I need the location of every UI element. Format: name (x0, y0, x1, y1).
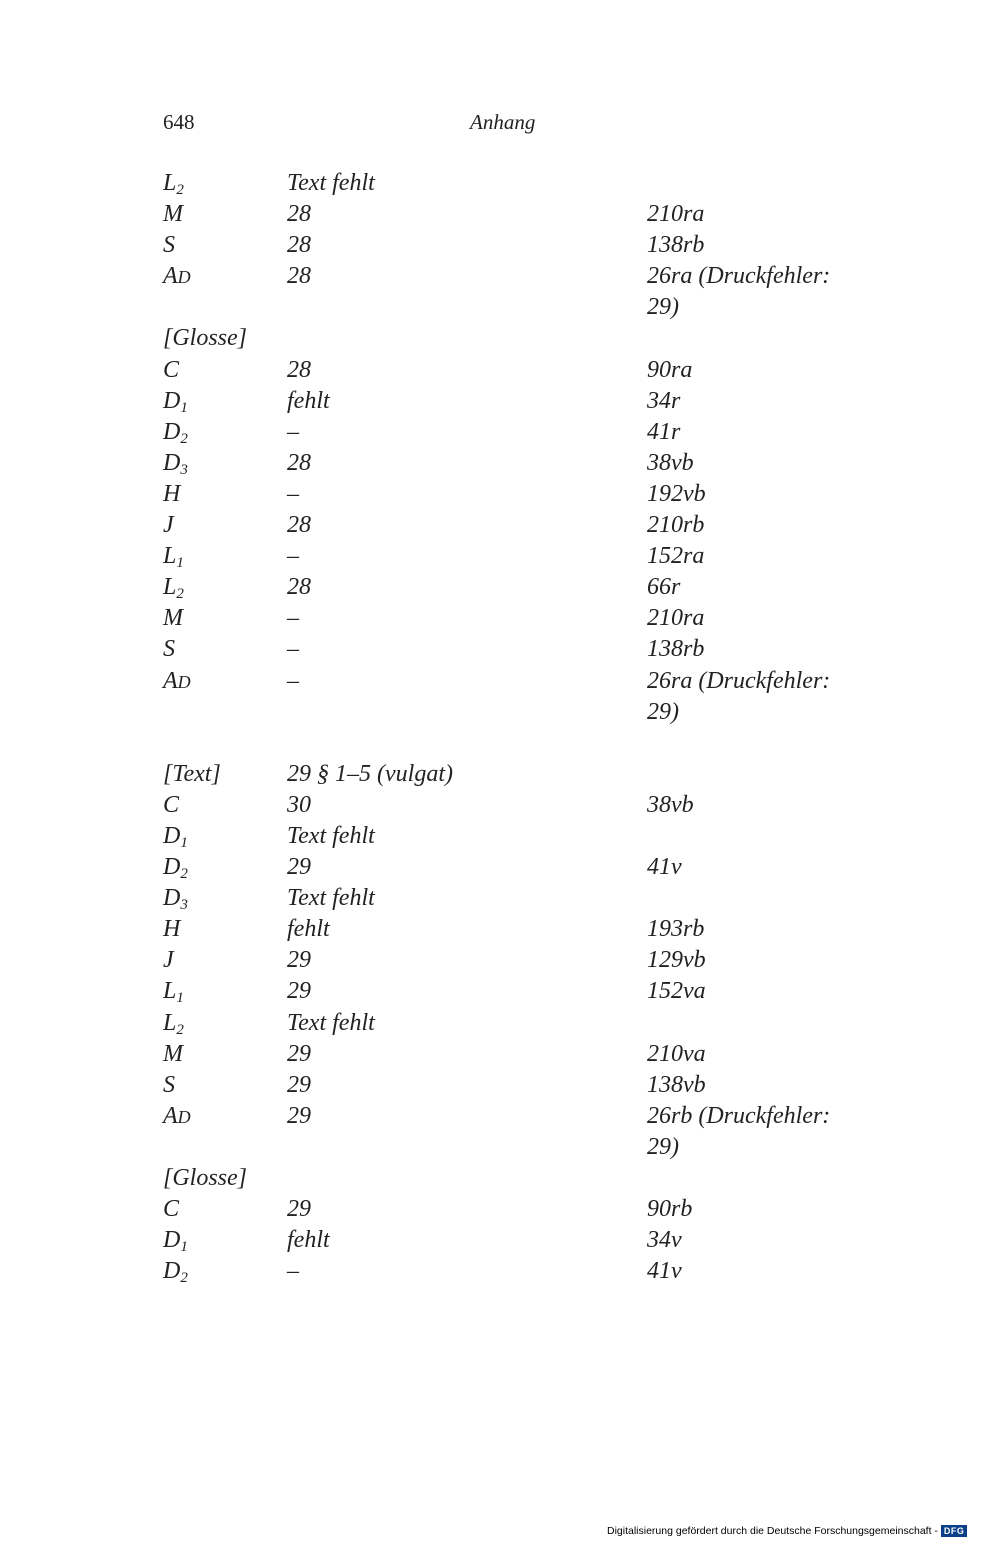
table-row (163, 883, 883, 914)
siglum: D (163, 449, 181, 476)
siglum: C (163, 1196, 180, 1223)
folio-cell: 152ra (647, 543, 705, 570)
chapter-cell: 29 § 1–5 (vulgat) (287, 760, 453, 787)
table-row (163, 479, 883, 510)
siglum-cell (163, 448, 188, 479)
siglum-subscript: 1 (176, 990, 184, 1007)
table-row (163, 666, 883, 697)
table-row (163, 292, 883, 323)
siglum-cell (163, 355, 179, 386)
siglum: D (163, 418, 181, 445)
chapter-cell: 29 (287, 1196, 311, 1223)
siglum: S (163, 1071, 175, 1098)
siglum-subscript: 1 (180, 399, 188, 416)
siglum-subscript: 2 (176, 182, 184, 198)
siglum: M (163, 605, 183, 632)
chapter-cell: Text fehlt (287, 170, 375, 196)
chapter-cell: 29 (287, 978, 311, 1005)
chapter-cell: 28 (287, 201, 311, 228)
table-row (163, 510, 883, 541)
siglum: H (163, 480, 181, 507)
folio-cell: 26rb (Druckfehler: (647, 1102, 831, 1129)
siglum: J (163, 947, 174, 974)
siglum: L (163, 1009, 177, 1036)
folio-cell: 26ra (Druckfehler: (647, 667, 831, 694)
siglum: D (163, 1227, 181, 1254)
folio-cell: 138vb (647, 1071, 706, 1098)
siglum-small-cap: D (177, 267, 191, 288)
chapter-cell: Text fehlt (287, 822, 375, 849)
folio-cell: 41v (647, 854, 682, 881)
folio-cell: 26ra (Druckfehler: (647, 263, 831, 290)
table-row (163, 323, 883, 354)
table-row (163, 168, 883, 199)
folio-cell: 138rb (647, 636, 705, 663)
table-row (163, 1256, 883, 1287)
manuscript-concordance-table (163, 168, 883, 1287)
siglum: D (163, 822, 181, 849)
chapter-cell: 29 (287, 1071, 311, 1098)
siglum: C (163, 791, 180, 818)
chapter-cell: – (287, 418, 299, 445)
chapter-cell: 29 (287, 1040, 311, 1067)
chapter-cell: 28 (287, 263, 311, 290)
chapter-cell: – (287, 605, 299, 632)
table-row (163, 1132, 883, 1163)
siglum: [Glosse] (163, 325, 248, 352)
folio-cell: 192vb (647, 480, 706, 507)
siglum-subscript: 1 (180, 1239, 188, 1256)
dfg-logo: DFG (941, 1525, 968, 1537)
siglum: C (163, 356, 180, 383)
siglum: J (163, 512, 174, 539)
siglum: A (163, 667, 178, 694)
folio-cell: 193rb (647, 916, 705, 943)
folio-cell: 41v (647, 1258, 682, 1285)
table-row (163, 1008, 883, 1039)
table-row (163, 355, 883, 386)
siglum: M (163, 1040, 183, 1067)
siglum-cell (163, 1256, 188, 1287)
table-row (163, 697, 883, 728)
chapter-cell: – (287, 1258, 299, 1285)
chapter-cell: 28 (287, 574, 311, 601)
siglum-subscript: 3 (180, 461, 188, 478)
table-row (163, 790, 883, 821)
siglum: A (163, 263, 178, 290)
folio-cell: 210ra (647, 201, 705, 228)
siglum-cell (163, 1008, 184, 1039)
siglum-cell (163, 417, 188, 448)
table-row (163, 199, 883, 230)
folio-cell: 210va (647, 1040, 706, 1067)
folio-cell: 38vb (647, 791, 694, 818)
table-row (163, 1070, 883, 1101)
folio-cell: 210ra (647, 605, 705, 632)
siglum: L (163, 543, 177, 570)
digitization-footer (607, 1524, 967, 1538)
table-row (163, 914, 883, 945)
folio-cell: 29) (647, 294, 679, 321)
chapter-cell: Text fehlt (287, 1009, 375, 1036)
siglum-cell (163, 479, 180, 510)
chapter-cell: 28 (287, 232, 311, 259)
table-row (163, 230, 883, 261)
siglum-cell (163, 1101, 191, 1133)
siglum-small-cap: D (177, 671, 191, 692)
table-row (163, 945, 883, 976)
siglum-cell (163, 1225, 188, 1256)
table-row (163, 759, 883, 790)
chapter-cell: fehlt (287, 916, 330, 943)
siglum: D (163, 885, 181, 912)
siglum-cell (163, 230, 175, 261)
siglum-subscript: 2 (180, 430, 188, 447)
chapter-cell: 29 (287, 947, 311, 974)
siglum-cell (163, 572, 184, 603)
siglum-subscript: 1 (180, 834, 188, 851)
folio-cell: 41r (647, 418, 681, 445)
table-row (163, 1101, 883, 1132)
chapter-cell: – (287, 636, 299, 663)
siglum: D (163, 854, 181, 881)
siglum-cell (163, 510, 174, 541)
folio-cell: 34r (647, 387, 681, 414)
chapter-cell: – (287, 543, 299, 570)
folio-cell: 90ra (647, 356, 693, 383)
siglum-cell (163, 759, 221, 790)
siglum-subscript: 2 (176, 586, 184, 603)
siglum-cell (163, 666, 191, 698)
table-row (163, 634, 883, 665)
siglum: A (163, 1102, 178, 1129)
siglum: M (163, 201, 183, 228)
chapter-cell: 28 (287, 449, 311, 476)
chapter-cell: fehlt (287, 387, 330, 414)
siglum-cell (163, 541, 184, 572)
siglum-cell (163, 790, 179, 821)
siglum-cell (163, 852, 188, 883)
folio-cell: 129vb (647, 947, 706, 974)
chapter-cell: 28 (287, 356, 311, 383)
folio-cell: 138rb (647, 232, 705, 259)
chapter-cell: 29 (287, 1102, 311, 1129)
siglum: L (163, 170, 177, 196)
table-row (163, 448, 883, 479)
table-row (163, 1225, 883, 1256)
folio-cell: 210rb (647, 512, 705, 539)
table-row (163, 572, 883, 603)
folio-cell: 152va (647, 978, 706, 1005)
siglum-subscript: 2 (180, 866, 188, 883)
siglum-cell (163, 199, 183, 230)
chapter-cell: – (287, 667, 299, 694)
siglum-small-cap: D (177, 1106, 191, 1127)
table-row (163, 386, 883, 417)
table-row (163, 852, 883, 883)
folio-cell: 29) (647, 698, 679, 725)
siglum-cell (163, 883, 188, 914)
siglum: [Text] (163, 760, 221, 787)
siglum-cell (163, 1070, 175, 1101)
folio-cell: 38vb (647, 449, 694, 476)
siglum-cell (163, 914, 180, 945)
chapter-cell: Text fehlt (287, 885, 375, 912)
siglum-cell (163, 1194, 179, 1225)
siglum-cell (163, 1163, 247, 1194)
siglum-cell (163, 261, 191, 293)
chapter-cell: 30 (287, 791, 311, 818)
siglum-subscript: 1 (176, 555, 184, 572)
siglum-cell (163, 945, 174, 976)
table-row (163, 603, 883, 634)
siglum-subscript: 2 (180, 1270, 188, 1287)
chapter-cell: fehlt (287, 1227, 330, 1254)
siglum-cell (163, 634, 175, 665)
siglum: L (163, 574, 177, 601)
table-row (163, 261, 883, 292)
table-row (163, 1194, 883, 1225)
siglum-cell (163, 821, 188, 852)
siglum-cell (163, 386, 188, 417)
folio-cell: 34v (647, 1227, 682, 1254)
chapter-cell: – (287, 480, 299, 507)
siglum: H (163, 916, 181, 943)
chapter-cell: 28 (287, 512, 311, 539)
page-number: 648 (163, 110, 195, 134)
table-row (163, 541, 883, 572)
running-head: Anhang (470, 110, 536, 134)
siglum: D (163, 387, 181, 414)
siglum: [Glosse] (163, 1165, 248, 1191)
siglum: L (163, 978, 177, 1005)
table-row (163, 1163, 883, 1194)
folio-cell: 66r (647, 574, 681, 601)
folio-cell: 29) (647, 1133, 679, 1160)
siglum-cell (163, 168, 184, 199)
table-row (163, 821, 883, 852)
siglum-cell (163, 1039, 183, 1070)
folio-cell: 90rb (647, 1196, 693, 1223)
footer-text: Digitalisierung gefördert durch die Deutsche Forschungsgemeinschaft - (607, 1525, 938, 1537)
chapter-cell: 29 (287, 854, 311, 881)
siglum-cell (163, 603, 183, 634)
siglum-cell (163, 976, 184, 1007)
siglum: S (163, 232, 175, 259)
siglum: D (163, 1258, 181, 1285)
table-row (163, 728, 883, 759)
siglum-subscript: 3 (180, 897, 188, 914)
siglum-cell (163, 323, 247, 354)
siglum: S (163, 636, 175, 663)
siglum-subscript: 2 (176, 1021, 184, 1038)
table-row (163, 976, 883, 1007)
table-row (163, 417, 883, 448)
table-row (163, 1039, 883, 1070)
